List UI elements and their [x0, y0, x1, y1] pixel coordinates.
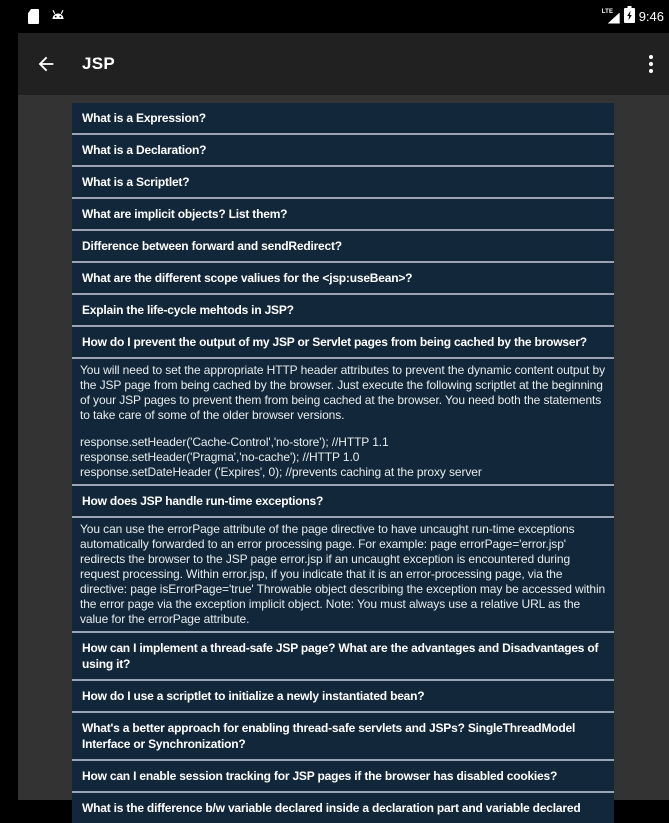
answer-code-block	[80, 435, 606, 480]
network-type-label: LTE	[601, 8, 614, 15]
question-item[interactable]: What is a Declaration?	[72, 133, 614, 165]
answer-item	[72, 357, 614, 484]
question-item[interactable]: How can I enable session tracking for JSP pages if the browser has disabled cookies?	[72, 759, 614, 791]
code-line: response.setHeader('Pragma','no-cache'); //HTTP 1.0	[80, 450, 360, 464]
question-item[interactable]: How does JSP handle run-time exceptions?	[72, 484, 614, 516]
back-arrow-icon[interactable]	[34, 52, 58, 76]
battery-charging-icon	[624, 6, 635, 28]
page-title: JSP	[82, 54, 116, 73]
question-item[interactable]: What is a Scriptlet?	[72, 165, 614, 197]
question-item[interactable]: Explain the life-cycle mehtods in JSP?	[72, 293, 614, 325]
question-item[interactable]: What are implicit objects? List them?	[72, 197, 614, 229]
question-item[interactable]: What are the different scope valiues for the <jsp:useBean>?	[72, 261, 614, 293]
question-item[interactable]: Difference between forward and sendRedirect?	[72, 229, 614, 261]
answer-paragraph: You will need to set the appropriate HTTP header attributes to prevent the dynamic content output by the JSP page from being cached by the browser. Just execute the following scriptlet at the beginning of your JSP pages to prevent them from being cached at the browser. You need both the statements to take care of some of the older browser versions.	[80, 363, 605, 422]
clock: 9:46	[638, 9, 664, 24]
sd-card-icon	[28, 9, 39, 24]
content-area[interactable]	[18, 95, 669, 815]
lte-signal-icon	[602, 9, 620, 25]
app-frame	[18, 33, 669, 815]
faq-list	[72, 103, 614, 823]
question-item[interactable]: How can I implement a thread-safe JSP page? What are the advantages and Disadvantages of using it?	[72, 631, 614, 679]
status-bar-right	[602, 0, 666, 33]
question-item[interactable]: What's a better approach for enabling thread-safe servlets and JSPs? SingleThreadModel Interface or Synchronization?	[72, 711, 614, 759]
android-debug-icon	[51, 7, 65, 26]
code-line: response.setDateHeader ('Expires', 0); //prevents caching at the proxy server	[80, 465, 482, 479]
answer-item	[72, 516, 614, 631]
answer-paragraph: You can use the errorPage attribute of the page directive to have uncaught run-time exceptions automatically forwarded to an error processing page. For example: page errorPage='error.jsp' redirects the browser to the JSP page error.jsp if an uncaught exception is encountered during request processing. Within error.jsp, if you indicate that it is an error-processing page, via the directive: page isErrorPage='true' Throwable object describing the exception may be accessed within the error page via the exception implicit object. Note: You must always use a relative URL as the value for the errorPage attribute.	[80, 522, 606, 626]
overflow-menu-icon[interactable]	[645, 51, 657, 77]
question-item[interactable]: How do I prevent the output of my JSP or Servlet pages from being cached by the browser?	[72, 325, 614, 357]
status-bar-left	[28, 0, 65, 33]
question-item[interactable]: What is the difference b/w variable declared inside a declaration part and variable declared	[72, 791, 614, 823]
question-item[interactable]: How do I use a scriptlet to initialize a newly instantiated bean?	[72, 679, 614, 711]
code-line: response.setHeader('Cache-Control','no-store'); //HTTP 1.1	[80, 435, 389, 449]
question-item[interactable]: What is a Expression?	[82, 111, 206, 125]
app-bar	[18, 33, 669, 95]
status-bar	[0, 0, 669, 33]
